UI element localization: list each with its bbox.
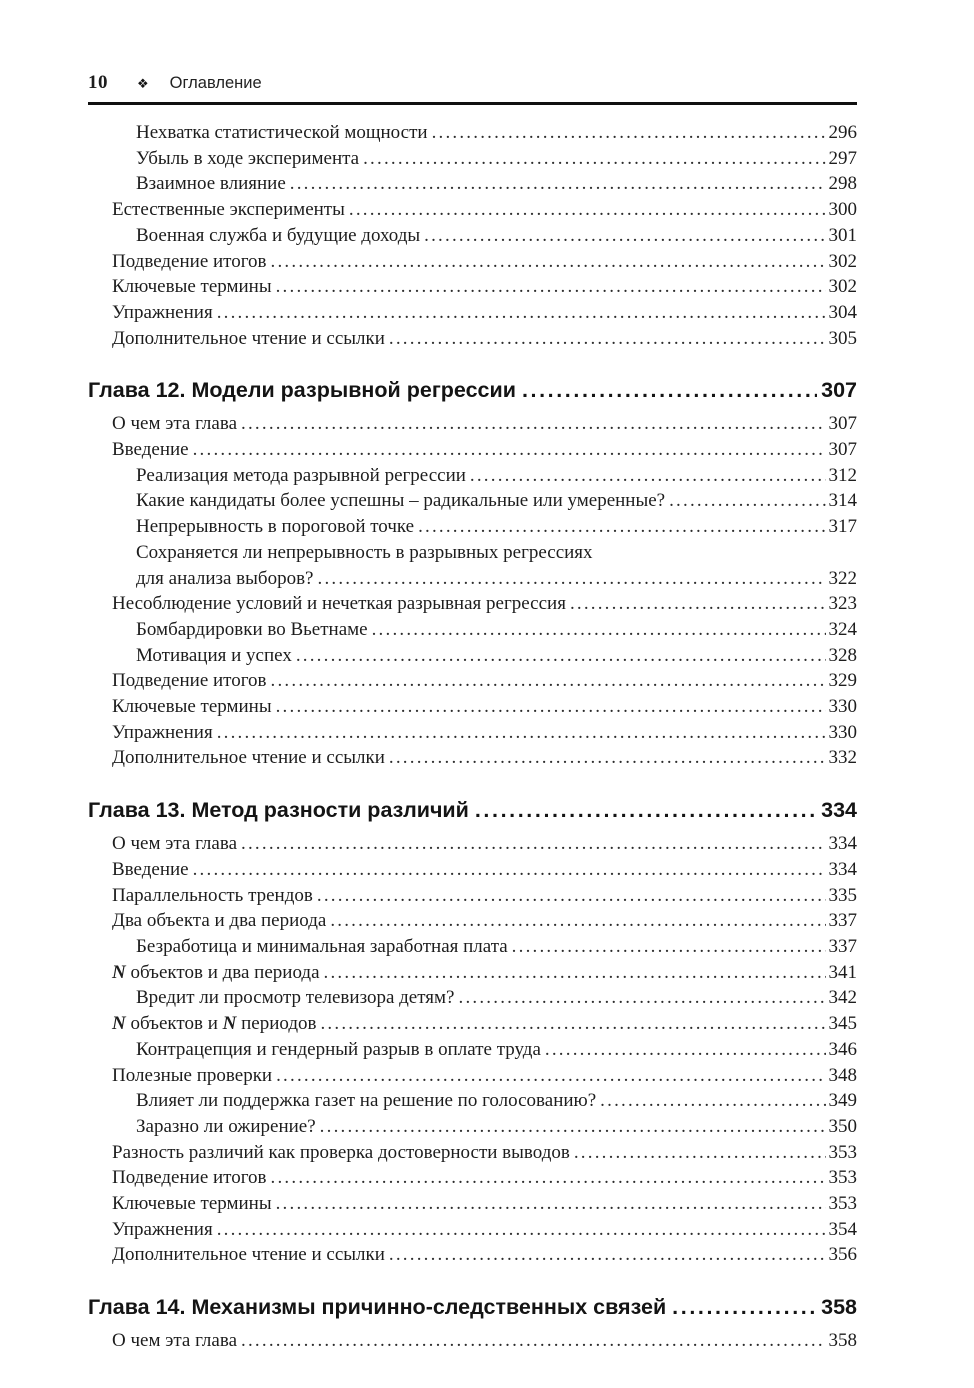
toc-dot-leader bbox=[570, 591, 826, 617]
toc-page-number: 345 bbox=[828, 1013, 857, 1035]
toc-row bbox=[88, 1088, 857, 1114]
toc-page-number: 341 bbox=[828, 961, 857, 983]
toc-page-number: 330 bbox=[828, 696, 857, 718]
toc-row bbox=[88, 197, 857, 223]
toc-entry-label: Безработица и минимальная заработная плата bbox=[136, 935, 508, 957]
toc-dot-leader bbox=[318, 566, 826, 592]
toc-row bbox=[88, 1140, 857, 1166]
toc-dot-leader bbox=[271, 249, 826, 275]
toc-page-number: 356 bbox=[828, 1244, 857, 1266]
running-head-title: Оглавление bbox=[169, 74, 262, 92]
toc-row bbox=[88, 463, 857, 489]
toc-page-number: 330 bbox=[828, 721, 857, 743]
toc-page-number: 314 bbox=[828, 490, 857, 512]
running-head bbox=[88, 72, 857, 105]
toc-row bbox=[88, 694, 857, 720]
toc-dot-leader bbox=[470, 463, 826, 489]
toc-page-number: 334 bbox=[828, 858, 857, 880]
toc-row bbox=[88, 120, 857, 146]
toc-entry-label: Какие кандидаты более успешны – радикальные или умеренные? bbox=[136, 490, 666, 512]
toc-row bbox=[88, 831, 857, 857]
toc-row bbox=[88, 566, 857, 592]
toc-entry-label: N объектов и два периода bbox=[112, 961, 320, 983]
toc-row bbox=[88, 591, 857, 617]
toc-row bbox=[88, 1217, 857, 1243]
toc-entry-label: Два объекта и два периода bbox=[112, 910, 327, 932]
toc-page-number: 337 bbox=[828, 910, 857, 932]
toc-dot-leader bbox=[349, 197, 826, 223]
toc-dot-leader bbox=[669, 488, 825, 514]
toc-list bbox=[88, 120, 857, 1354]
toc-dot-leader bbox=[600, 1088, 825, 1114]
toc-entry-label: для анализа выборов? bbox=[136, 567, 314, 589]
toc-dot-leader bbox=[672, 1293, 817, 1322]
toc-entry-label: Упражнения bbox=[112, 1218, 213, 1240]
toc-row bbox=[88, 488, 857, 514]
toc-row bbox=[88, 934, 857, 960]
toc-row bbox=[88, 668, 857, 694]
toc-page-number: 354 bbox=[828, 1218, 857, 1240]
toc-page-number: 302 bbox=[828, 250, 857, 272]
toc-row bbox=[88, 796, 857, 825]
toc-dot-leader bbox=[217, 1217, 826, 1243]
toc-dot-leader bbox=[475, 796, 817, 825]
toc-page-number: 346 bbox=[828, 1038, 857, 1060]
toc-page-number: 329 bbox=[828, 670, 857, 692]
toc-dot-leader bbox=[389, 326, 826, 352]
toc-entry-label: Реализация метода разрывной регрессии bbox=[136, 464, 466, 486]
toc-page-number: 332 bbox=[828, 747, 857, 769]
toc-dot-leader bbox=[193, 437, 826, 463]
toc-dot-leader bbox=[276, 274, 826, 300]
toc-entry-label: Параллельность трендов bbox=[112, 884, 313, 906]
toc-page-number: 307 bbox=[821, 378, 857, 403]
toc-entry-label: О чем эта глава bbox=[112, 1330, 238, 1352]
toc-page-number: 349 bbox=[828, 1090, 857, 1112]
toc-page-number: 358 bbox=[821, 1295, 857, 1320]
toc-entry-label: Нехватка статистической мощности bbox=[136, 122, 428, 143]
toc-dot-leader bbox=[276, 694, 826, 720]
toc-entry-label: Полезные проверки bbox=[112, 1064, 273, 1086]
toc-entry-label: Дополнительное чтение и ссылки bbox=[112, 1244, 385, 1266]
toc-row bbox=[88, 411, 857, 437]
toc-entry-label: Военная служба и будущие доходы bbox=[136, 224, 421, 246]
toc-page-number: 335 bbox=[828, 884, 857, 906]
toc-entry-label: Заразно ли ожирение? bbox=[136, 1115, 316, 1137]
toc-row bbox=[88, 376, 857, 405]
toc-dot-leader bbox=[320, 1011, 825, 1037]
toc-dot-leader bbox=[271, 668, 826, 694]
toc-entry-label: Дополнительное чтение и ссылки bbox=[112, 747, 385, 769]
toc-entry-label: Сохраняется ли непрерывность в разрывных регрессиях bbox=[136, 541, 593, 563]
toc-row bbox=[88, 249, 857, 275]
toc-entry-label: Подведение итогов bbox=[112, 250, 267, 272]
toc-page-number: 312 bbox=[828, 464, 857, 486]
toc-entry-label: Естественные эксперименты bbox=[112, 199, 345, 221]
toc-row bbox=[88, 300, 857, 326]
toc-page-number: 358 bbox=[828, 1330, 857, 1352]
toc-page-number: 305 bbox=[828, 327, 857, 349]
toc-entry-label: Дополнительное чтение и ссылки bbox=[112, 327, 385, 349]
toc-dot-leader bbox=[217, 720, 826, 746]
toc-entry-label: Введение bbox=[112, 858, 189, 880]
toc-entry-label: Глава 13. Метод разности различий bbox=[88, 798, 469, 823]
toc-entry-label: Введение bbox=[112, 439, 189, 461]
toc-entry-label: N объектов и N периодов bbox=[112, 1013, 317, 1035]
toc-row bbox=[88, 540, 857, 566]
toc-row bbox=[88, 1293, 857, 1322]
toc-page-number: 342 bbox=[828, 987, 857, 1009]
toc-entry-label: Подведение итогов bbox=[112, 1167, 267, 1189]
toc-dot-leader bbox=[522, 376, 817, 405]
toc-entry-label: Ключевые термины bbox=[112, 276, 272, 298]
toc-page-number: 328 bbox=[828, 644, 857, 666]
toc-entry-label: Ключевые термины bbox=[112, 696, 272, 718]
toc-entry-label: Мотивация и успех bbox=[136, 644, 292, 666]
toc-dot-leader bbox=[296, 643, 826, 669]
toc-entry-label: Вредит ли просмотр телевизора детям? bbox=[136, 987, 455, 1009]
toc-page-number: 322 bbox=[828, 567, 857, 589]
toc-row bbox=[88, 1328, 857, 1354]
toc-page-number: 300 bbox=[828, 199, 857, 221]
diamond-separator-icon: ❖ bbox=[137, 76, 149, 91]
toc-entry-label: Упражнения bbox=[112, 721, 213, 743]
toc-row bbox=[88, 326, 857, 352]
toc-row bbox=[88, 745, 857, 771]
toc-dot-leader bbox=[317, 883, 826, 909]
toc-dot-leader bbox=[330, 908, 825, 934]
toc-row bbox=[88, 437, 857, 463]
toc-page-number: 297 bbox=[828, 147, 857, 169]
toc-dot-leader bbox=[320, 1114, 826, 1140]
toc-page-number: 298 bbox=[828, 173, 857, 195]
toc-row bbox=[88, 223, 857, 249]
toc-page-number: 317 bbox=[828, 516, 857, 538]
toc-dot-leader bbox=[574, 1140, 826, 1166]
toc-row bbox=[88, 514, 857, 540]
toc-entry-label: Ключевые термины bbox=[112, 1193, 272, 1215]
toc-row bbox=[88, 857, 857, 883]
toc-dot-leader bbox=[241, 1328, 825, 1354]
toc-dot-leader bbox=[389, 1242, 826, 1268]
toc-dot-leader bbox=[193, 857, 826, 883]
toc-dot-leader bbox=[512, 934, 826, 960]
toc-row bbox=[88, 960, 857, 986]
toc-entry-label: Взаимное влияние bbox=[136, 173, 286, 195]
toc-page-number: 350 bbox=[828, 1115, 857, 1137]
toc-dot-leader bbox=[290, 171, 826, 197]
toc-entry-label: О чем эта глава bbox=[112, 413, 238, 435]
toc-row bbox=[88, 643, 857, 669]
toc-page-number: 334 bbox=[821, 798, 857, 823]
toc-dot-leader bbox=[432, 120, 826, 146]
toc-dot-leader bbox=[241, 831, 825, 857]
toc-page-number: 304 bbox=[828, 301, 857, 323]
toc-dot-leader bbox=[217, 300, 826, 326]
toc-row bbox=[88, 1191, 857, 1217]
toc-dot-leader bbox=[276, 1063, 825, 1089]
toc-dot-leader bbox=[459, 985, 826, 1011]
toc-entry-label: Влияет ли поддержка газет на решение по голосованию? bbox=[136, 1090, 597, 1112]
toc-entry-label: Несоблюдение условий и нечеткая разрывная регрессия bbox=[112, 593, 566, 615]
toc-page-number: 302 bbox=[828, 276, 857, 298]
toc-row bbox=[88, 171, 857, 197]
toc-entry-label: Убыль в ходе эксперимента bbox=[136, 147, 360, 169]
toc-row bbox=[88, 1242, 857, 1268]
toc-entry-label: Глава 14. Механизмы причинно-следственных связей bbox=[88, 1295, 667, 1320]
toc-page-number: 353 bbox=[828, 1141, 857, 1163]
toc-entry-label: Подведение итогов bbox=[112, 670, 267, 692]
toc-entry-label: Разность различий как проверка достоверности выводов bbox=[112, 1141, 570, 1163]
toc-entry-label: О чем эта глава bbox=[112, 833, 238, 855]
toc-page-number: 324 bbox=[828, 618, 857, 640]
toc-dot-leader bbox=[389, 745, 826, 771]
toc-entry-label: Упражнения bbox=[112, 301, 213, 323]
toc-row bbox=[88, 720, 857, 746]
toc-row bbox=[88, 1011, 857, 1037]
toc-row bbox=[88, 1063, 857, 1089]
toc-dot-leader bbox=[271, 1165, 826, 1191]
toc-entry-label: Бомбардировки во Вьетнаме bbox=[136, 618, 368, 640]
toc-page-number: 323 bbox=[828, 593, 857, 615]
toc-dot-leader bbox=[372, 617, 826, 643]
toc-dot-leader bbox=[324, 960, 826, 986]
toc-row bbox=[88, 985, 857, 1011]
toc-row bbox=[88, 1037, 857, 1063]
toc-dot-leader bbox=[424, 223, 825, 249]
toc-page-number: 307 bbox=[828, 439, 857, 461]
folio-page-number: 10 bbox=[88, 72, 108, 93]
toc-row bbox=[88, 1165, 857, 1191]
toc-page-number: 337 bbox=[828, 935, 857, 957]
toc-page-number: 334 bbox=[828, 833, 857, 855]
toc-page-number: 348 bbox=[828, 1064, 857, 1086]
toc-page-number: 307 bbox=[828, 413, 857, 435]
toc-dot-leader bbox=[363, 146, 825, 172]
toc-entry-label: Глава 12. Модели разрывной регрессии bbox=[88, 378, 516, 403]
toc-dot-leader bbox=[276, 1191, 826, 1217]
toc-page-number: 296 bbox=[828, 122, 857, 143]
toc-page-number: 353 bbox=[828, 1193, 857, 1215]
toc-entry-label: Контрацепция и гендерный разрыв в оплате труда bbox=[136, 1038, 541, 1060]
toc-row bbox=[88, 617, 857, 643]
toc-page-number: 353 bbox=[828, 1167, 857, 1189]
toc-dot-leader bbox=[241, 411, 825, 437]
toc-row bbox=[88, 274, 857, 300]
toc-row bbox=[88, 883, 857, 909]
toc-row bbox=[88, 1114, 857, 1140]
toc-row bbox=[88, 908, 857, 934]
toc-dot-leader bbox=[545, 1037, 826, 1063]
toc-row bbox=[88, 146, 857, 172]
toc-entry-label: Непрерывность в пороговой точке bbox=[136, 516, 415, 538]
toc-dot-leader bbox=[418, 514, 825, 540]
toc-page-number: 301 bbox=[828, 224, 857, 246]
